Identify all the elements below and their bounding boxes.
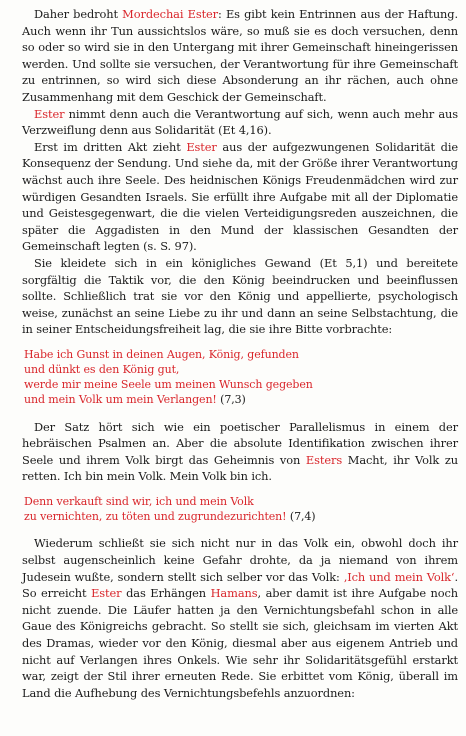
highlight-name: Hamans (210, 586, 258, 601)
highlight-quote: ‚Ich und mein Volk‘ (343, 569, 455, 584)
text-segment: Erst im dritten Akt zieht (34, 139, 187, 154)
text-segment: , aber damit ist ihre Aufgabe noch nicht zuende. Die Läufer hatten ja den Vernichtungsbefahl schon in alle Gaue des Königreichs gebracht. So stellt sie sich, gleichsam im vierten Akt des Dramas, wieder vor den König, diesmal aber aus eigenem Antrieb und nicht auf Verlangen ihres Onkels. Wie sehr ihr Solidaritätsgefühl erstarkt war, zeigt der Stil ihrer erneuten Rede. Sie erbittet vom König, überall im Land die Aufhebung des Vernichtungsbefehls anzuordnen: (22, 586, 459, 700)
highlight-name: Ester (34, 106, 65, 121)
text-segment: : Es gibt kein Entrinnen aus der Haftung. Auch wenn ihr Tun aussichtslos wäre, so muß sie es doch versuchen, denn so oder so wird sie in den Untergang mit ihrer Gemeinschaft hineingerissen werden. Und sollte sie versuchen, der Verantwortung für ihre Gemeinschaft zu entrinnen, so wird sich diese Absonderung an ihr rächen, auch ohne Zusammenhang mit dem Geschick der Gemeinschaft. (22, 7, 459, 104)
paragraph-2 (22, 106, 458, 139)
quote-line-text: zu vernichten, zu töten und zugrundezurichten! (24, 510, 287, 524)
text-segment: Macht, ihr Volk zu retten. Ich bin mein Volk. Mein Volk bin ich. (22, 452, 459, 484)
text-segment: aus der aufgezwungenen Solidarität die Konsequenz der Sendung. Und siehe da, mit der Größe ihrer Verantwortung wächst auch ihre Seele. Des heidnischen Königs Freudenmädchen wird zur würdigen Gesandten Israels. Sie erfüllt ihre Aufgabe mit all der Diplomatie und Geistesgegenwart, die die vielen Verteidigungsreden auszeichnen, die später die Aggadisten in den Mund der klassischen Gesandten der Gemeinschaft legten (s. S. 97). (22, 139, 459, 254)
paragraph-4 (22, 255, 458, 338)
paragraph-5 (22, 419, 458, 485)
paragraph-1 (22, 6, 458, 106)
text-segment: Sie kleidete sich in ein königliches Gewand (Et 5,1) und bereitete sorgfältig die Taktik vor, die den König beeindrucken und beeinflussen sollte. Schließlich trat sie vor den König und appellierte, psychologisch weise, zunächst an seine Liebe zu ihr und dann an seine Selbstachtung, die in seiner Entscheidungsfreiheit lag, die sie ihre Bitte vorbrachte: (22, 255, 458, 337)
text-segment: das Erhängen (121, 586, 211, 601)
quote-line: Habe ich Gunst in deinen Augen, König, gefunden (24, 347, 299, 361)
highlight-name: Esters (305, 452, 343, 467)
highlight-name: Ester (91, 586, 122, 601)
quote-line: werde mir meine Seele um meinen Wunsch gegeben (24, 378, 313, 392)
quote-line-text: und mein Volk um mein Verlangen! (24, 393, 217, 407)
quote-line: und dünkt es den König gut, (24, 363, 180, 377)
quote-line-last (24, 509, 458, 524)
quote-reference: (7,3) (216, 393, 246, 407)
text-segment: . So erreicht (22, 569, 458, 601)
text-segment: Daher bedroht (34, 7, 123, 21)
quote-line: Denn verkauft sind wir, ich und mein Volk (24, 495, 254, 509)
quote-line-last (24, 392, 458, 407)
highlight-name: Ester (186, 139, 217, 154)
text-segment: Der Satz hört sich wie ein poetischer Parallelismus in einem der hebräischen Psalmen an. Aber die absolute Identifikation zwischen ihrer Seele und ihrem Volk birgt das Geheimnis von (22, 419, 458, 467)
text-segment: Wiederum schließt sie sich nicht nur in das Volk ein, obwohl doch ihr selbst augenscheinlich keine Gefahr drohte, da ja niemand von ihrem Judesein wußte, sondern stellt sich selber vor das Volk: (22, 536, 458, 584)
block-quote-2 (22, 494, 458, 524)
paragraph-6 (22, 535, 458, 701)
paragraph-3 (22, 139, 458, 255)
highlight-name: Mordechai Ester (122, 7, 219, 21)
text-segment: nimmt denn auch die Verantwortung auf sich, wenn auch mehr aus Verzweiflung denn aus Solidarität (Et 4,16). (22, 106, 458, 138)
quote-reference: (7,4) (286, 510, 316, 524)
block-quote-1 (22, 347, 458, 408)
